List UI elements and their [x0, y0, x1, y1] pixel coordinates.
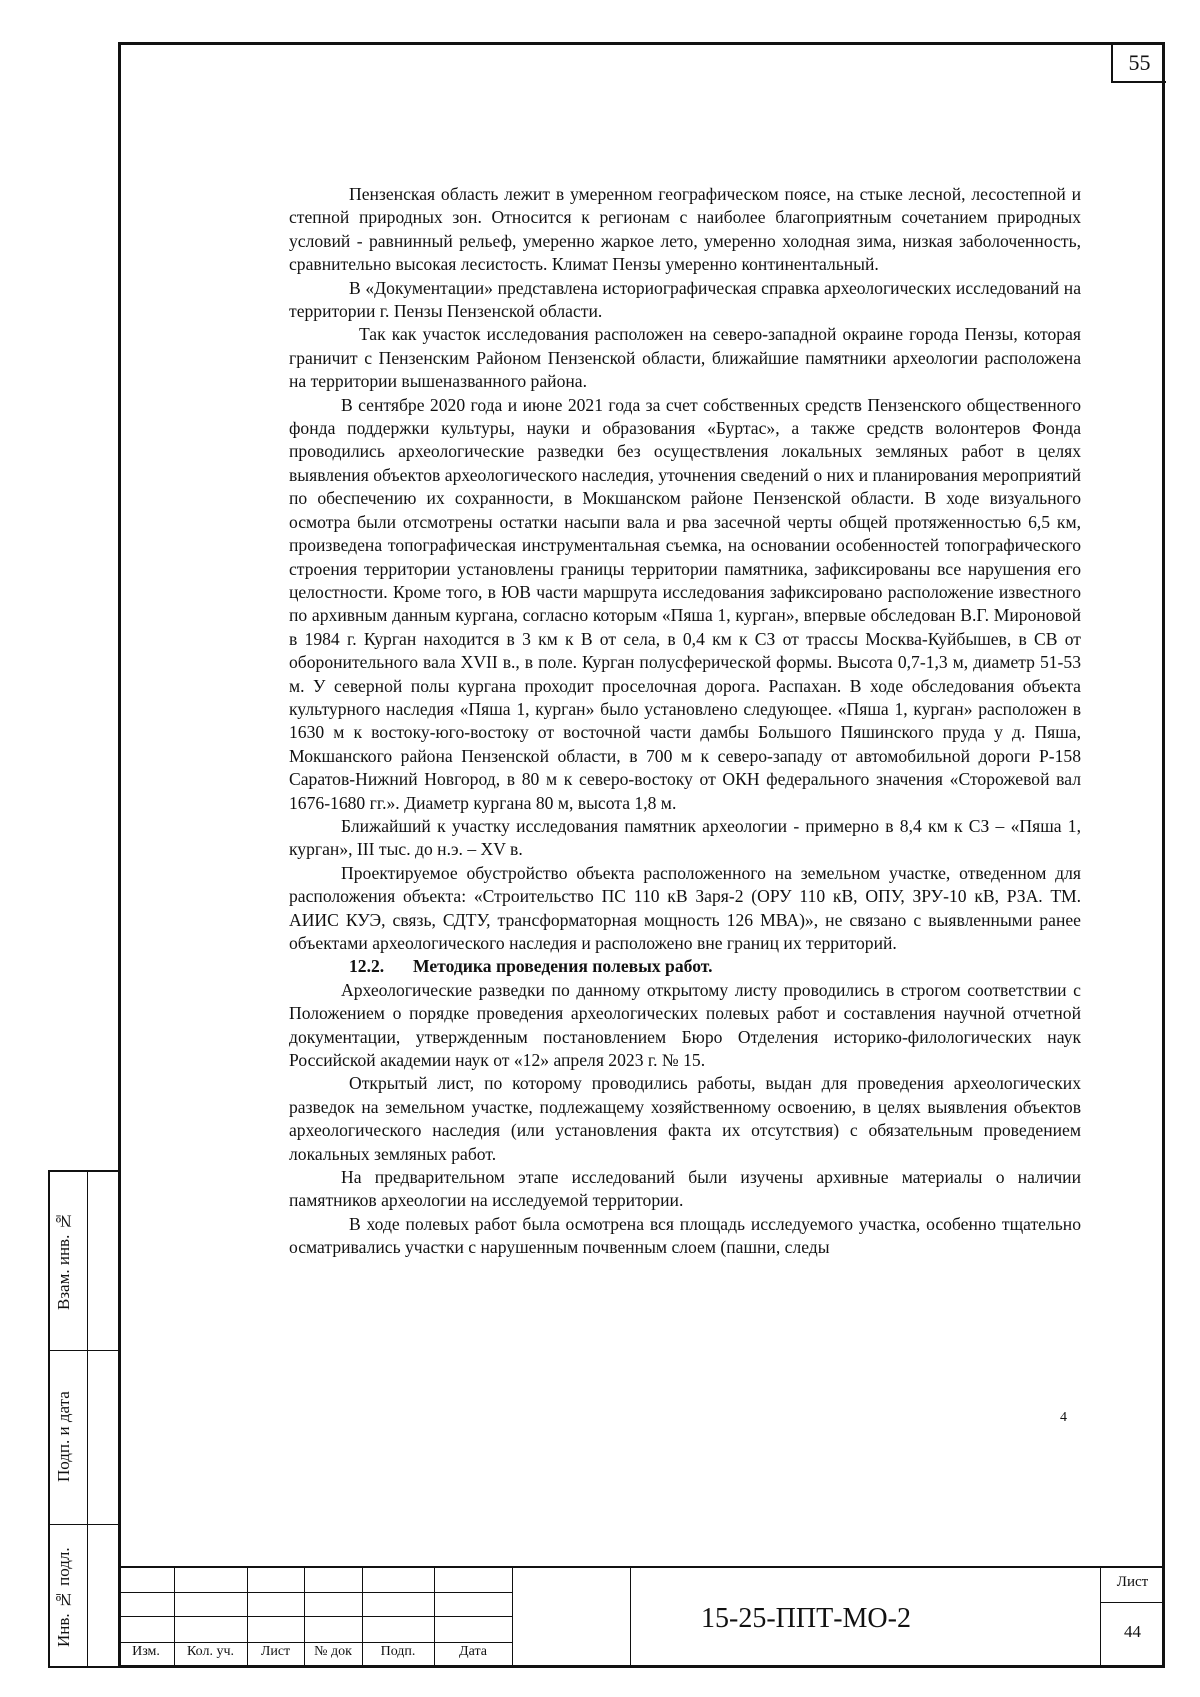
section-number: 12.2.	[349, 956, 385, 977]
side-divider	[50, 1350, 120, 1351]
col-izm: Изм.	[132, 1644, 160, 1659]
inner-page-number: 4	[1060, 1410, 1067, 1425]
paragraph: На предварительном этапе исследований были изучены архивные материалы о наличии памятников археологии на исследуемой территории.	[289, 1167, 1081, 1211]
side-stamp	[48, 1170, 118, 1668]
paragraph: Проектируемое обустройство объекта расположенного на земельном участке, отведенном для расположения объекта: «Строительство ПС 110 кВ Заря-2 (ОРУ 110 кВ, ОПУ, ЗРУ-10 кВ, РЗА. ТМ. АИИС КУЭ, связь, СДТУ, трансформаторная мощность 126 МВА)», не связано с выявленными ранее объектами археологического наследия и расположено вне границ их территорий.	[289, 862, 1081, 953]
col-kol-uch: Кол. уч.	[187, 1644, 234, 1659]
inv-podl-label: Инв. № подл.	[54, 1547, 73, 1647]
paragraph: В «Документации» представлена историографическая справка археологических исследований на территории г. Пензы Пензенской области.	[289, 277, 1081, 322]
paragraph: Археологические разведки по данному открытому листу проводились в строгом соответствии с Положением о порядке проведения археологических полевых работ и составления научной отчетной документации, утвержденным постановлением Бюро Отделения историко-филологических наук Российской академии наук от «12» апреля 2023 г. № 15.	[289, 979, 1081, 1071]
col-data: Дата	[459, 1644, 487, 1659]
paragraph: Пензенская область лежит в умеренном географическом поясе, на стыке лесной, лесостепной и степной природных зон. Относится к регионам с наиболее благоприятным сочетанием природных условий - равнинный рельеф, умеренно жаркое лето, умеренно холодная зима, низкая заболоченность, сравнительно высокая лесистость. Климат Пензы умеренно континентальный.	[289, 184, 1081, 275]
podp-data-label: Подп. и дата	[54, 1391, 73, 1483]
title-block	[118, 1566, 1165, 1668]
col-podp: Подп.	[380, 1644, 416, 1659]
vzam-inv-label: Взам. инв. №	[54, 1211, 73, 1311]
sheet-number: 44	[1124, 1622, 1141, 1641]
section-heading	[289, 955, 1081, 978]
col-list: Лист	[260, 1644, 291, 1659]
tb-divider	[118, 1616, 512, 1617]
document-code: 15-25-ППТ-МО-2	[701, 1603, 911, 1634]
side-divider	[87, 1172, 88, 1666]
paragraph: В сентябре 2020 года и июне 2021 года за счет собственных средств Пензенского общественного фонда поддержки культуры, науки и образования «Буртас», а также средств волонтеров Фонда проводились археологические разведки без осуществления локальных земляных работ в целях выявления объектов археологического наследия, уточнения сведений о них и планирования мероприятий по обеспечению их сохранности, в Мокшанском районе Пензенской области. В ходе визуального осмотра были отсмотрены остатки насыпи вала и рва засечной черты общей протяженностью 6,5 км, произведена топографическая инструментальная съемка, на основании особенностей топографического строения территории установлены границы территории памятника, зафиксированы все нарушения его целостности. Кроме того, в ЮВ части маршрута исследования зафиксировано расположение известного по архивным данным кургана, согласно которым «Пяша 1, курган», впервые обследован В.Г. Мироновой в 1984 г. Курган находится в 3 км к В от села, в 0,4 км к СЗ от трассы Москва-Куйбышев, в СВ от оборонительного вала XVII в., в поле. Курган полусферической формы. Высота 0,7-1,3 м, диаметр 51-53 м. У северной полы кургана проходит проселочная дорога. Распахан. В ходе обследования объекта культурного наследия «Пяша 1, курган» было установлено следующее. «Пяша 1, курган» расположен в 1630 м к востоку-юго-востоку от восточной части дамбы Большого Пяшинского пруда у д. Пяша, Мокшанского района Пензенской области, в 700 м к северо-западу от автомобильной дороги Р-158 Саратов-Нижний Новгород, в 80 м к северо-востоку от ОКН федерального значения «Сторожевой вал 1676-1680 гг.». Диаметр кургана 80 м, высота 1,8 м.	[289, 394, 1081, 813]
paragraph: В ходе полевых работ была осмотрена вся площадь исследуемого участка, особенно тщательно осматривались участки с нарушенным почвенным слоем (пашни, следы	[289, 1213, 1081, 1258]
paragraph: Ближайший к участку исследования памятник археологии - примерно в 8,4 км к СЗ – «Пяша 1, курган», III тыс. до н.э. – XV в.	[289, 815, 1081, 860]
sheet-label: Лист	[1116, 1574, 1149, 1590]
col-n-dok: № док	[314, 1644, 352, 1659]
tb-divider	[118, 1642, 512, 1643]
page-number: 55	[1111, 45, 1166, 83]
document-body	[289, 183, 1081, 1260]
paragraph: Открытый лист, по которому проводились работы, выдан для проведения археологических разведок на земельном участке, подлежащему хозяйственному освоению, в целях выявления объектов археологического наследия (или установления факта их отсутствия) с обязательным проведением локальных земляных работ.	[289, 1073, 1081, 1164]
side-divider	[50, 1524, 120, 1525]
paragraph: Так как участок исследования расположен на северо-западной окраине города Пензы, которая граничит с Пензенским Районом Пензенской области, ближайшие памятники археологии расположена на территории вышеназванного района.	[289, 324, 1081, 392]
section-title: Методика проведения полевых работ.	[413, 956, 713, 977]
tb-divider	[118, 1592, 512, 1593]
